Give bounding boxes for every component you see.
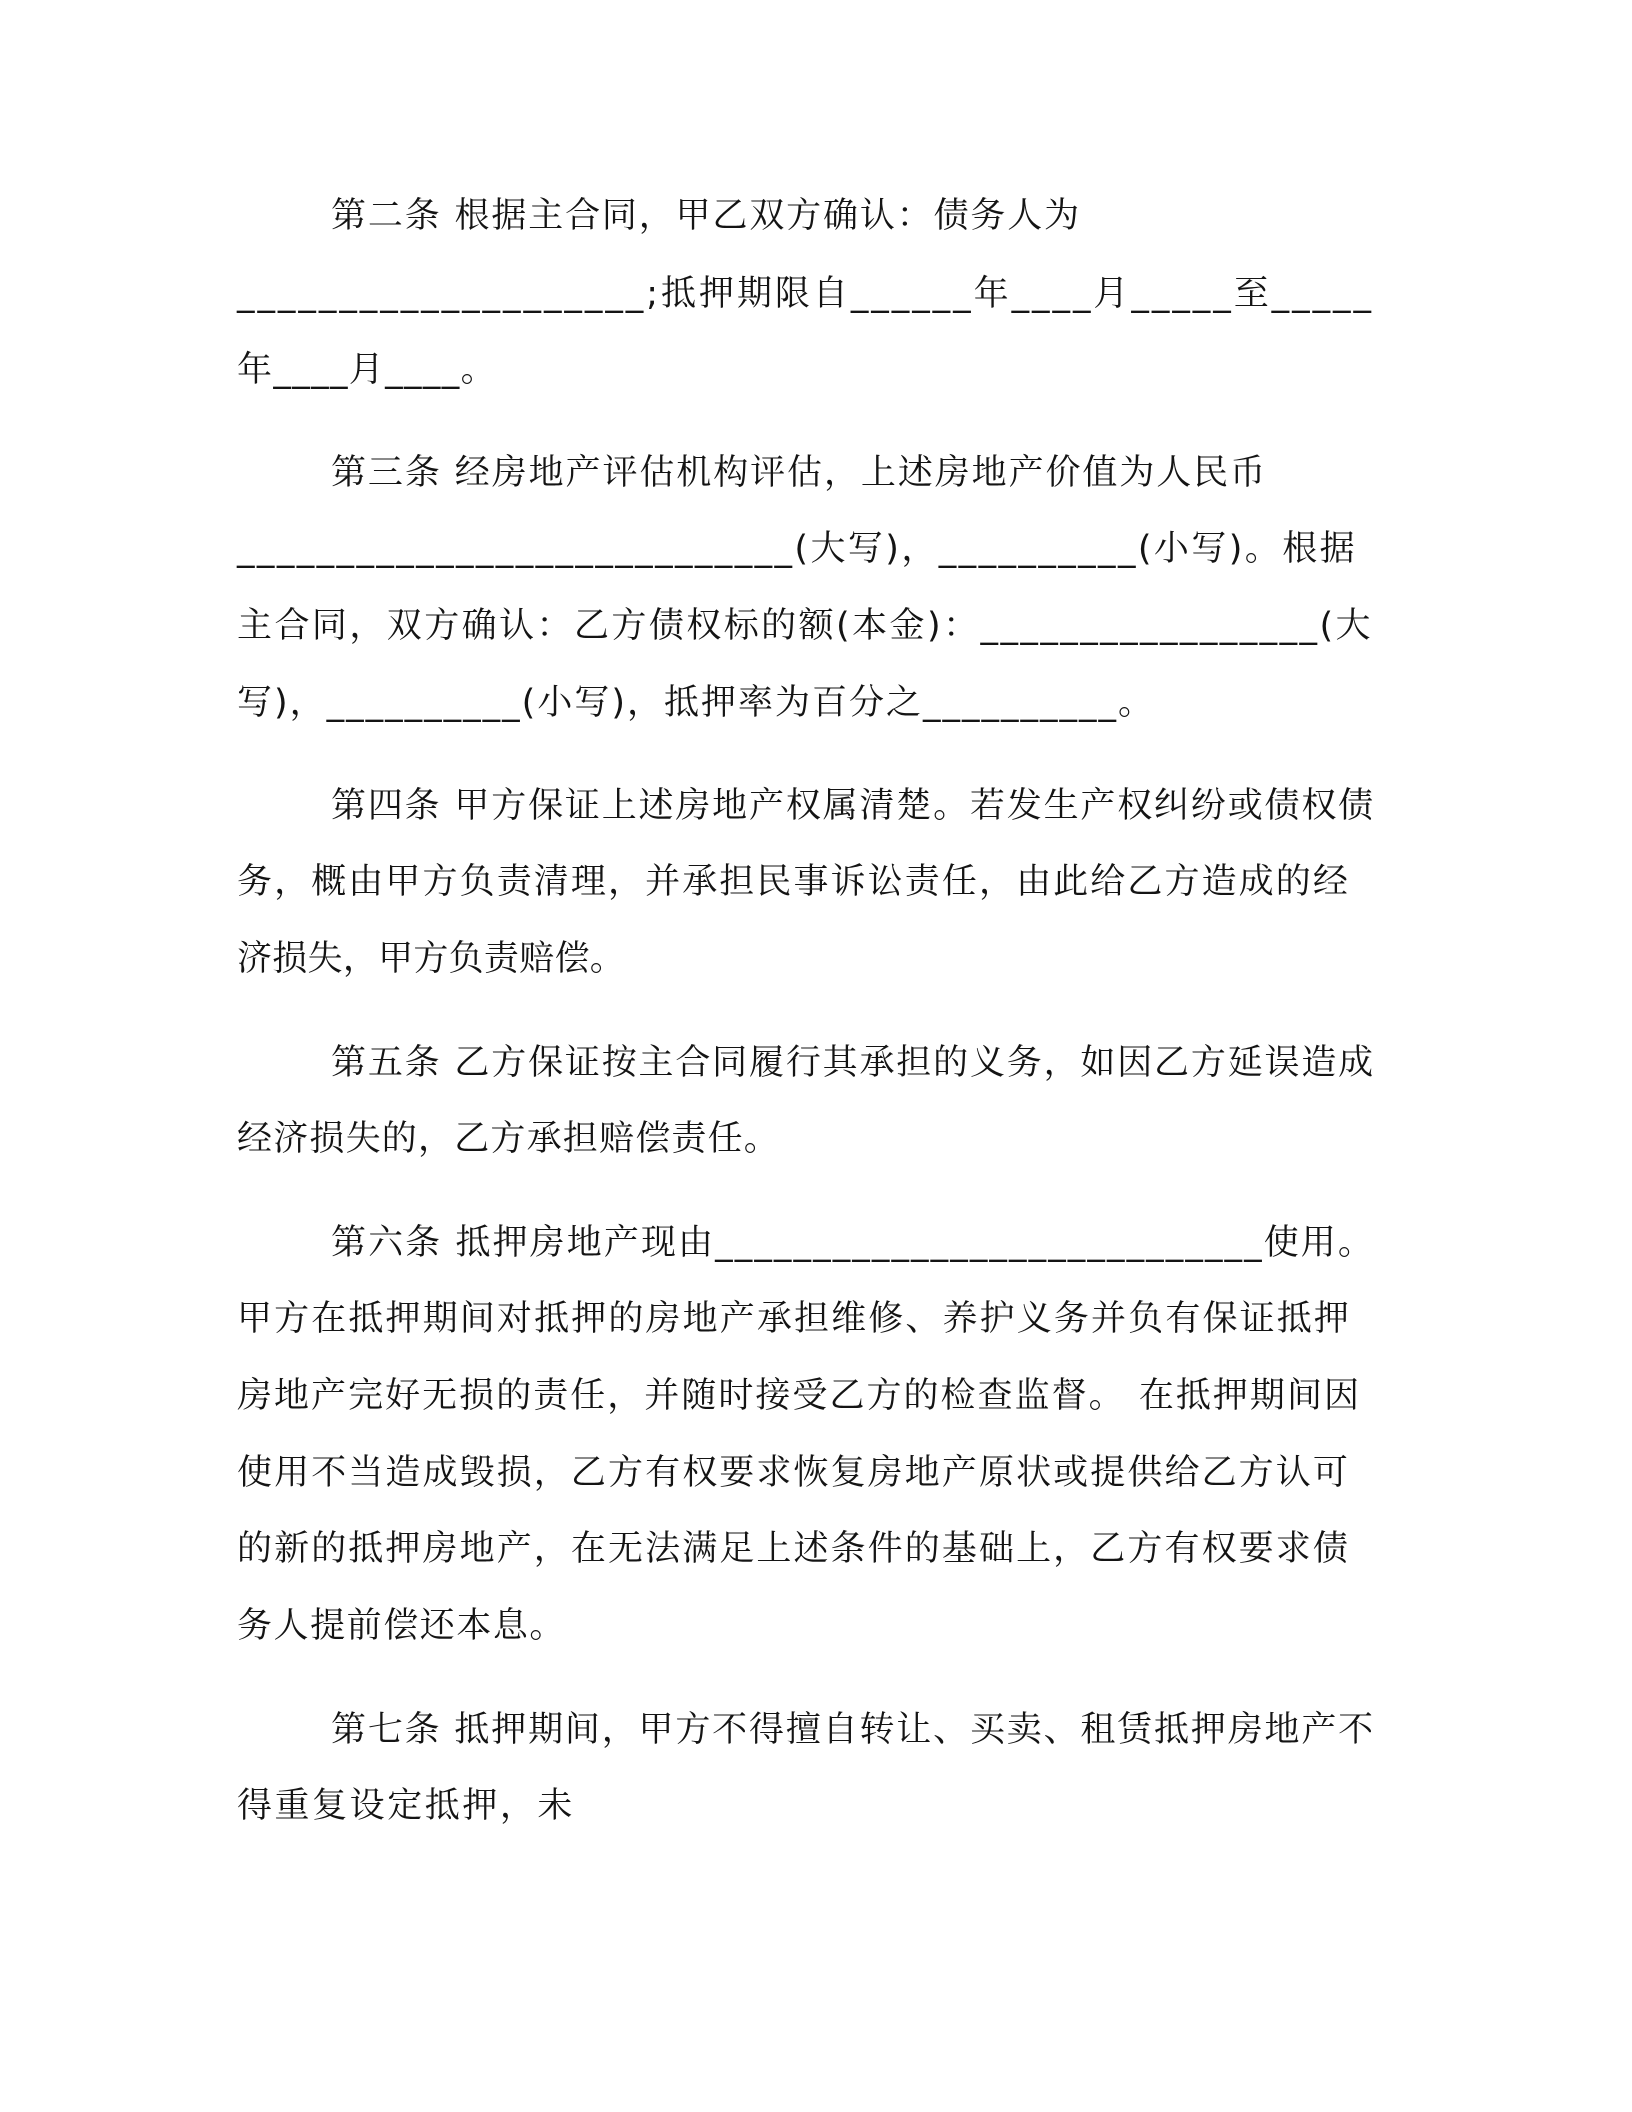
text-line-content: 写)，__________(小写)，抵押率为百分之__________。 (237, 683, 1156, 723)
text-line-content: 使用不当造成毁损，乙方有权要求恢复房地产原状或提供给乙方认可 (237, 1453, 1350, 1493)
text-line (0, 445, 1632, 501)
text-line (0, 1702, 1632, 1758)
text-line (0, 931, 1632, 987)
text-line (0, 1445, 1632, 1501)
text-line (0, 1291, 1632, 1347)
article-3-heading-line: 第三条 经房地产评估机构评估，上述房地产价值为人民币 (331, 453, 1267, 493)
text-line (0, 1111, 1632, 1167)
text-line (0, 342, 1632, 398)
text-line-content: ____________________;抵押期限自______年____月_____至_____ (237, 274, 1374, 314)
text-line (0, 1521, 1632, 1577)
article-4-heading-line: 第四条 甲方保证上述房地产权属清楚。若发生产权纠纷或债权债 (331, 786, 1375, 826)
text-line (0, 854, 1632, 910)
text-line (0, 778, 1632, 834)
text-line (0, 598, 1632, 654)
text-line-content: ____________________________(大写)，__________(小写)。根据 (237, 529, 1358, 569)
text-line (0, 188, 1632, 244)
text-line (0, 1215, 1632, 1271)
text-line (0, 266, 1632, 322)
article-2-heading-line: 第二条 根据主合同，甲乙双方确认：债务人为 (331, 196, 1081, 236)
text-line (0, 1035, 1632, 1091)
article-7-heading-line: 第七条 抵押期间，甲方不得擅自转让、买卖、租赁抵押房地产不 (331, 1710, 1375, 1750)
text-line-content: 房地产完好无损的责任，并随时接受乙方的检查监督。 在抵押期间因 (237, 1376, 1361, 1416)
text-line-content: 务人提前偿还本息。 (237, 1606, 566, 1646)
text-line (0, 1368, 1632, 1424)
text-line-content: 的新的抵押房地产，在无法满足上述条件的基础上，乙方有权要求债 (237, 1529, 1350, 1569)
text-line (0, 521, 1632, 577)
article-5-heading-line: 第五条 乙方保证按主合同履行其承担的义务，如因乙方延误造成 (331, 1043, 1375, 1083)
text-line (0, 675, 1632, 731)
text-line (0, 1598, 1632, 1654)
text-line-content: 得重复设定抵押，未 (237, 1786, 575, 1826)
text-line (0, 1778, 1632, 1834)
article-6-heading-line: 第六条 抵押房地产现由____________________________使用。 (331, 1223, 1375, 1263)
text-line-content: 经济损失的，乙方承担赔偿责任。 (237, 1119, 780, 1159)
text-line-content: 甲方在抵押期间对抵押的房地产承担维修、养护义务并负有保证抵押 (237, 1299, 1351, 1339)
text-line-content: 济损失，甲方负责赔偿。 (237, 939, 625, 979)
text-line-content: 务，概由甲方负责清理，并承担民事诉讼责任，由此给乙方造成的经 (237, 862, 1350, 902)
text-line-content: 年____月____。 (237, 350, 497, 390)
text-line-content: 主合同，双方确认：乙方债权标的额(本金)：_________________(大 (237, 606, 1373, 646)
